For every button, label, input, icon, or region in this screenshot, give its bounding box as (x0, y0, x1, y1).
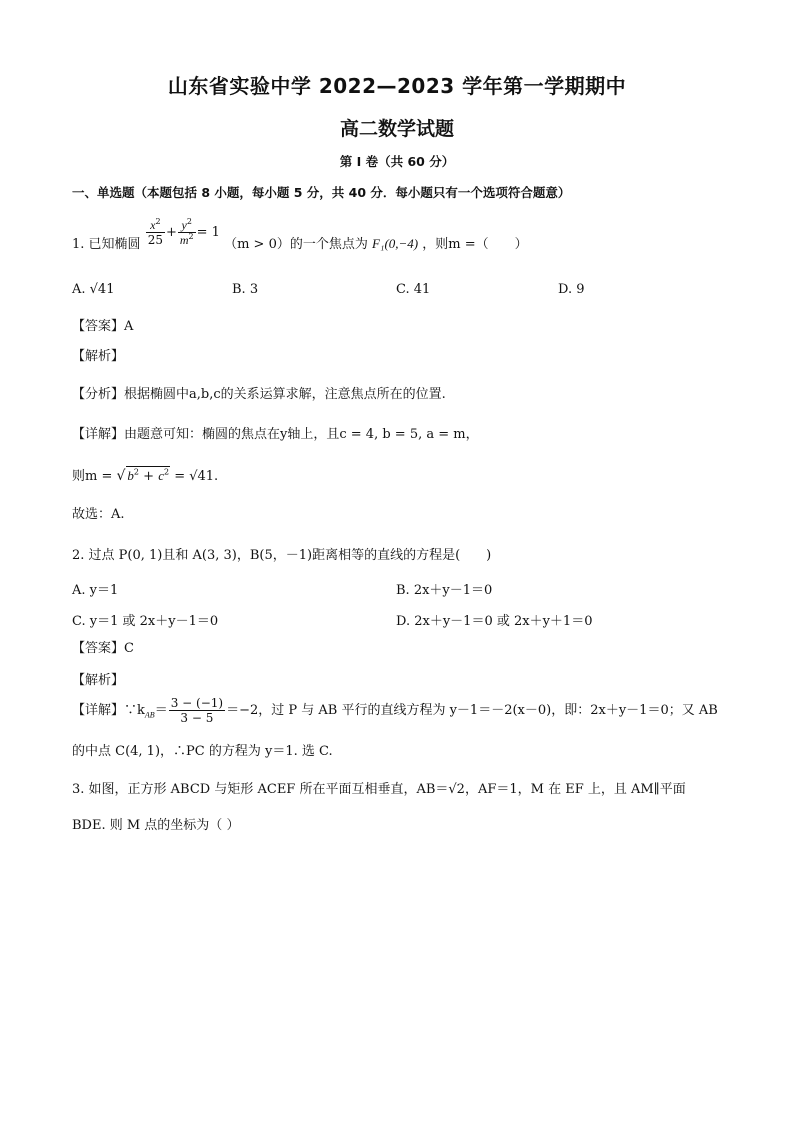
q1-focus: F₁(0,−4) (371, 236, 419, 251)
calc-prefix: 则m = (72, 469, 113, 484)
q2-detail-line2: 的中点 C(4, 1)，∴PC 的方程为 y＝1. 选 C. (72, 744, 333, 759)
answer-value: C (124, 641, 134, 656)
q2-detail: 【详解】$\because k_{AB}=$ $\frac{3 - (-1)}{3 - 5}$ ＝−2，过 P 与 AB 平行的直线方程为 y－1＝－2(x－0)，即：2x＋y－1＝0；又 AB (72, 696, 718, 725)
sqrt-expression: $b^2 + c^2$ (127, 467, 170, 484)
q1-tail: ，则m =（ ） (422, 237, 528, 252)
q1-prefix: 1. 已知椭圆 (72, 237, 141, 252)
detail-text: ＝−2，过 P 与 AB 平行的直线方程为 y－1＝－2(x－0)，即：2x＋y－1＝0；又 AB (226, 703, 718, 718)
question-2: 2. 过点 P(0, 1)且和 A(3, 3)，B(5，－1)距离相等的直线的方程是( ) (72, 548, 492, 563)
volume-label: 第 I 卷（共 60 分） (339, 154, 455, 169)
q1-choose: 故选：A. (72, 507, 125, 522)
q1-fenxi (72, 386, 446, 404)
question-3-line1: 3. 如图，正方形 ABCD 与矩形 ACEF 所在平面互相垂直，AB＝√2，AF＝1，M 在 EF 上，且 AM∥平面 (72, 782, 686, 797)
q2-option-a: A. y＝1 (72, 583, 119, 598)
detail-tag: 【详解】 (72, 427, 125, 442)
detail-tag: 【详解】 (72, 703, 125, 718)
exam-subtitle: 高二数学试题 (339, 118, 454, 140)
slope-fraction: $\frac{3 - (-1)}{3 - 5}$ (170, 696, 224, 725)
q1-option-b: B. 3 (232, 282, 259, 297)
q1-option-d: D. 9 (558, 282, 585, 297)
answer-tag: 【答案】 (72, 319, 125, 334)
q1-calculation: 则m = √ $b^2 + c^2 = √41$. (72, 467, 219, 484)
q2-answer (72, 640, 134, 658)
exam-title: 山东省实验中学 2022—2023 学年第一学期期中 (167, 74, 627, 98)
slope-symbol: ∵k (124, 703, 145, 718)
section-heading: 一、单选题（本题包括 8 小题，每小题 5 分，共 40 分．每小题只有一个选项符合题意） (72, 185, 571, 200)
q1-analysis-tag: 【解析】 (72, 349, 125, 364)
q1-detail (72, 426, 479, 444)
question-3-line2: BDE. 则 M 点的坐标为（ ） (72, 818, 240, 833)
q2-option-d: D. 2x＋y－1＝0 或 2x＋y＋1＝0 (396, 614, 593, 629)
ellipse-equation: $\frac{x^2}{25}$ + $\frac{y^2}{m^2}$ = 1 (147, 217, 220, 247)
equals-sign: ＝ (154, 703, 168, 718)
q1-answer (72, 318, 133, 336)
question-1 (72, 217, 528, 259)
q2-option-b: B. 2x＋y－1＝0 (396, 583, 493, 598)
q1-condition: （m > 0）的一个焦点为 (224, 237, 368, 252)
q1-option-a: A. √41 (72, 282, 115, 297)
fenxi-tag: 【分析】 (72, 387, 125, 402)
q2-analysis-tag: 【解析】 (72, 673, 125, 688)
calc-tail: = √41. (174, 469, 219, 484)
detail-text: 由题意可知：椭圆的焦点在y轴上，且c = 4, b = 5, a = m， (124, 427, 479, 442)
q1-option-c: C. 41 (396, 282, 431, 297)
answer-value: A (124, 319, 134, 334)
q2-option-c: C. y＝1 或 2x＋y－1＝0 (72, 614, 219, 629)
answer-tag: 【答案】 (72, 641, 125, 656)
fenxi-text: 根据椭圆中a,b,c的关系运算求解，注意焦点所在的位置. (124, 387, 446, 402)
